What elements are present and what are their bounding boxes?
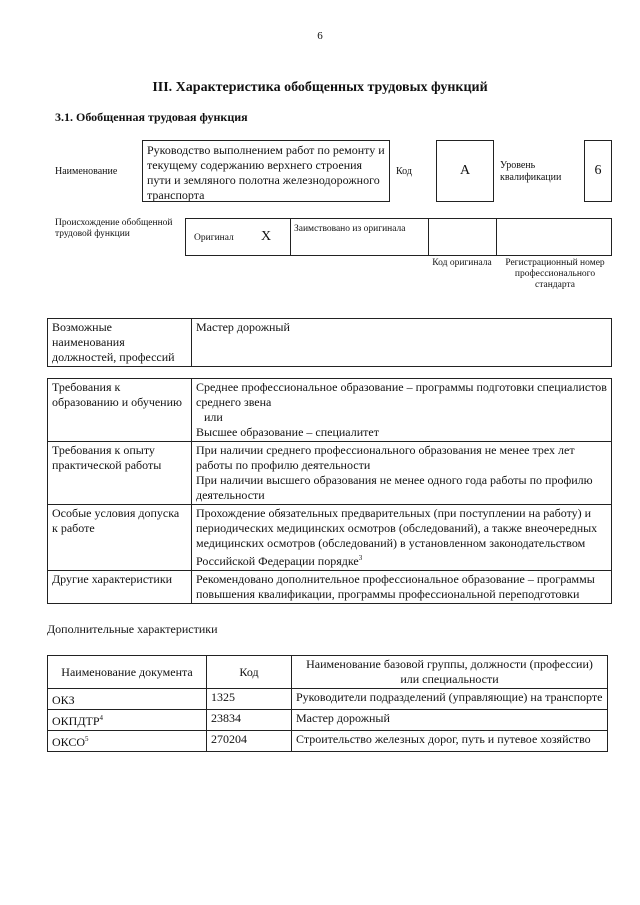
req-row-other [48,571,612,604]
code-cell: 23834 [207,710,292,731]
function-name-box [142,140,390,202]
req-label: Требования к опыту практической работы [48,442,192,505]
original-mark: X [261,229,272,244]
original-label: Оригинал [194,233,234,243]
req-value [192,571,612,604]
doc-cell: ОКСО$^5$ [48,731,207,752]
origin-row [185,218,612,256]
code-label: Код [396,166,412,177]
positions-table [47,318,612,367]
doc-cell: ОКПДТР$^4$ [48,710,207,731]
code-value-box [436,140,494,202]
req-label: Особые условия допуска к работе [48,505,192,571]
origin-divider-2 [428,219,429,255]
additional-table [47,655,608,752]
req-line: Высшее образование – специалитет [196,425,379,439]
origin-divider-3 [496,219,497,255]
borrowed-label: Заимствовано из оригинала [294,224,406,234]
name-label: Наименование [55,166,118,177]
req-row-admission [48,505,612,571]
origin-label: Происхождение обобщенной трудовой функции [55,218,173,239]
positions-row [48,319,612,367]
req-row-experience [48,442,612,505]
page-number: 6 [317,30,323,42]
req-value [192,442,612,505]
level-label: Уровень квалификации [500,160,562,183]
additional-header-row [48,656,608,689]
req-value [192,379,612,442]
name-cell: Руководители подразделений (управляющие) на транспорте [292,689,608,710]
req-line: При наличии высшего образования не менее одного года работы по профилю деятельности [196,473,593,502]
req-line: Прохождение обязательных предварительных (при поступлении на работу) и периодических медицинских осмотров (обследований), а также внеочередных медицинских осмотров (обследований) в установленном законодательством Российской Федерации порядке [196,506,598,568]
code-value: A [459,163,471,178]
req-line: При наличии среднего профессионального образования не менее трех лет работы по профилю деятельности [196,443,575,472]
section-title: III. Характеристика обобщенных трудовых функций [152,80,488,95]
header-doc: Наименование документа [48,656,207,689]
doc-cell: ОКЗ [48,689,207,710]
name-cell: Мастер дорожный [292,710,608,731]
positions-label: Возможные наименования должностей, профессий [48,319,192,367]
level-value-box [584,140,612,202]
code-cell: 270204 [207,731,292,752]
req-value [192,505,612,571]
function-name-value: Руководство выполнением работ по ремонту и текущему содержанию верхнего строения пути и земляного полотна железнодорожного транспорта [147,143,385,202]
name-cell: Строительство железных дорог, путь и путевое хозяйство [292,731,608,752]
req-line: Среднее профессиональное образование – программы подготовки специалистов среднего звена [196,380,607,409]
req-line: Рекомендовано дополнительное профессиональное образование – программы повышения квалификации, программы профессиональной переподготовки [196,572,595,601]
footnote-ref: 3 [358,554,363,562]
requirements-table [47,378,612,604]
req-label: Другие характеристики [48,571,192,604]
additional-title: Дополнительные характеристики [47,622,218,636]
req-row-education [48,379,612,442]
table-row [48,731,608,752]
code-orig-label: Код оригинала [432,258,492,268]
req-label: Требования к образованию и обучению [48,379,192,442]
req-line: или [204,410,223,424]
origin-divider-1 [290,219,291,255]
code-cell: 1325 [207,689,292,710]
level-value: 6 [594,163,602,178]
subsection-title: 3.1. Обобщенная трудовая функция [55,110,248,124]
table-row [48,689,608,710]
positions-value: Мастер дорожный [192,319,612,367]
header-name: Наименование базовой группы, должности (профессии) или специальности [292,656,608,689]
table-row [48,710,608,731]
reg-num-label: Регистрационный номер профессионального стандарта [505,258,605,290]
header-code: Код [207,656,292,689]
